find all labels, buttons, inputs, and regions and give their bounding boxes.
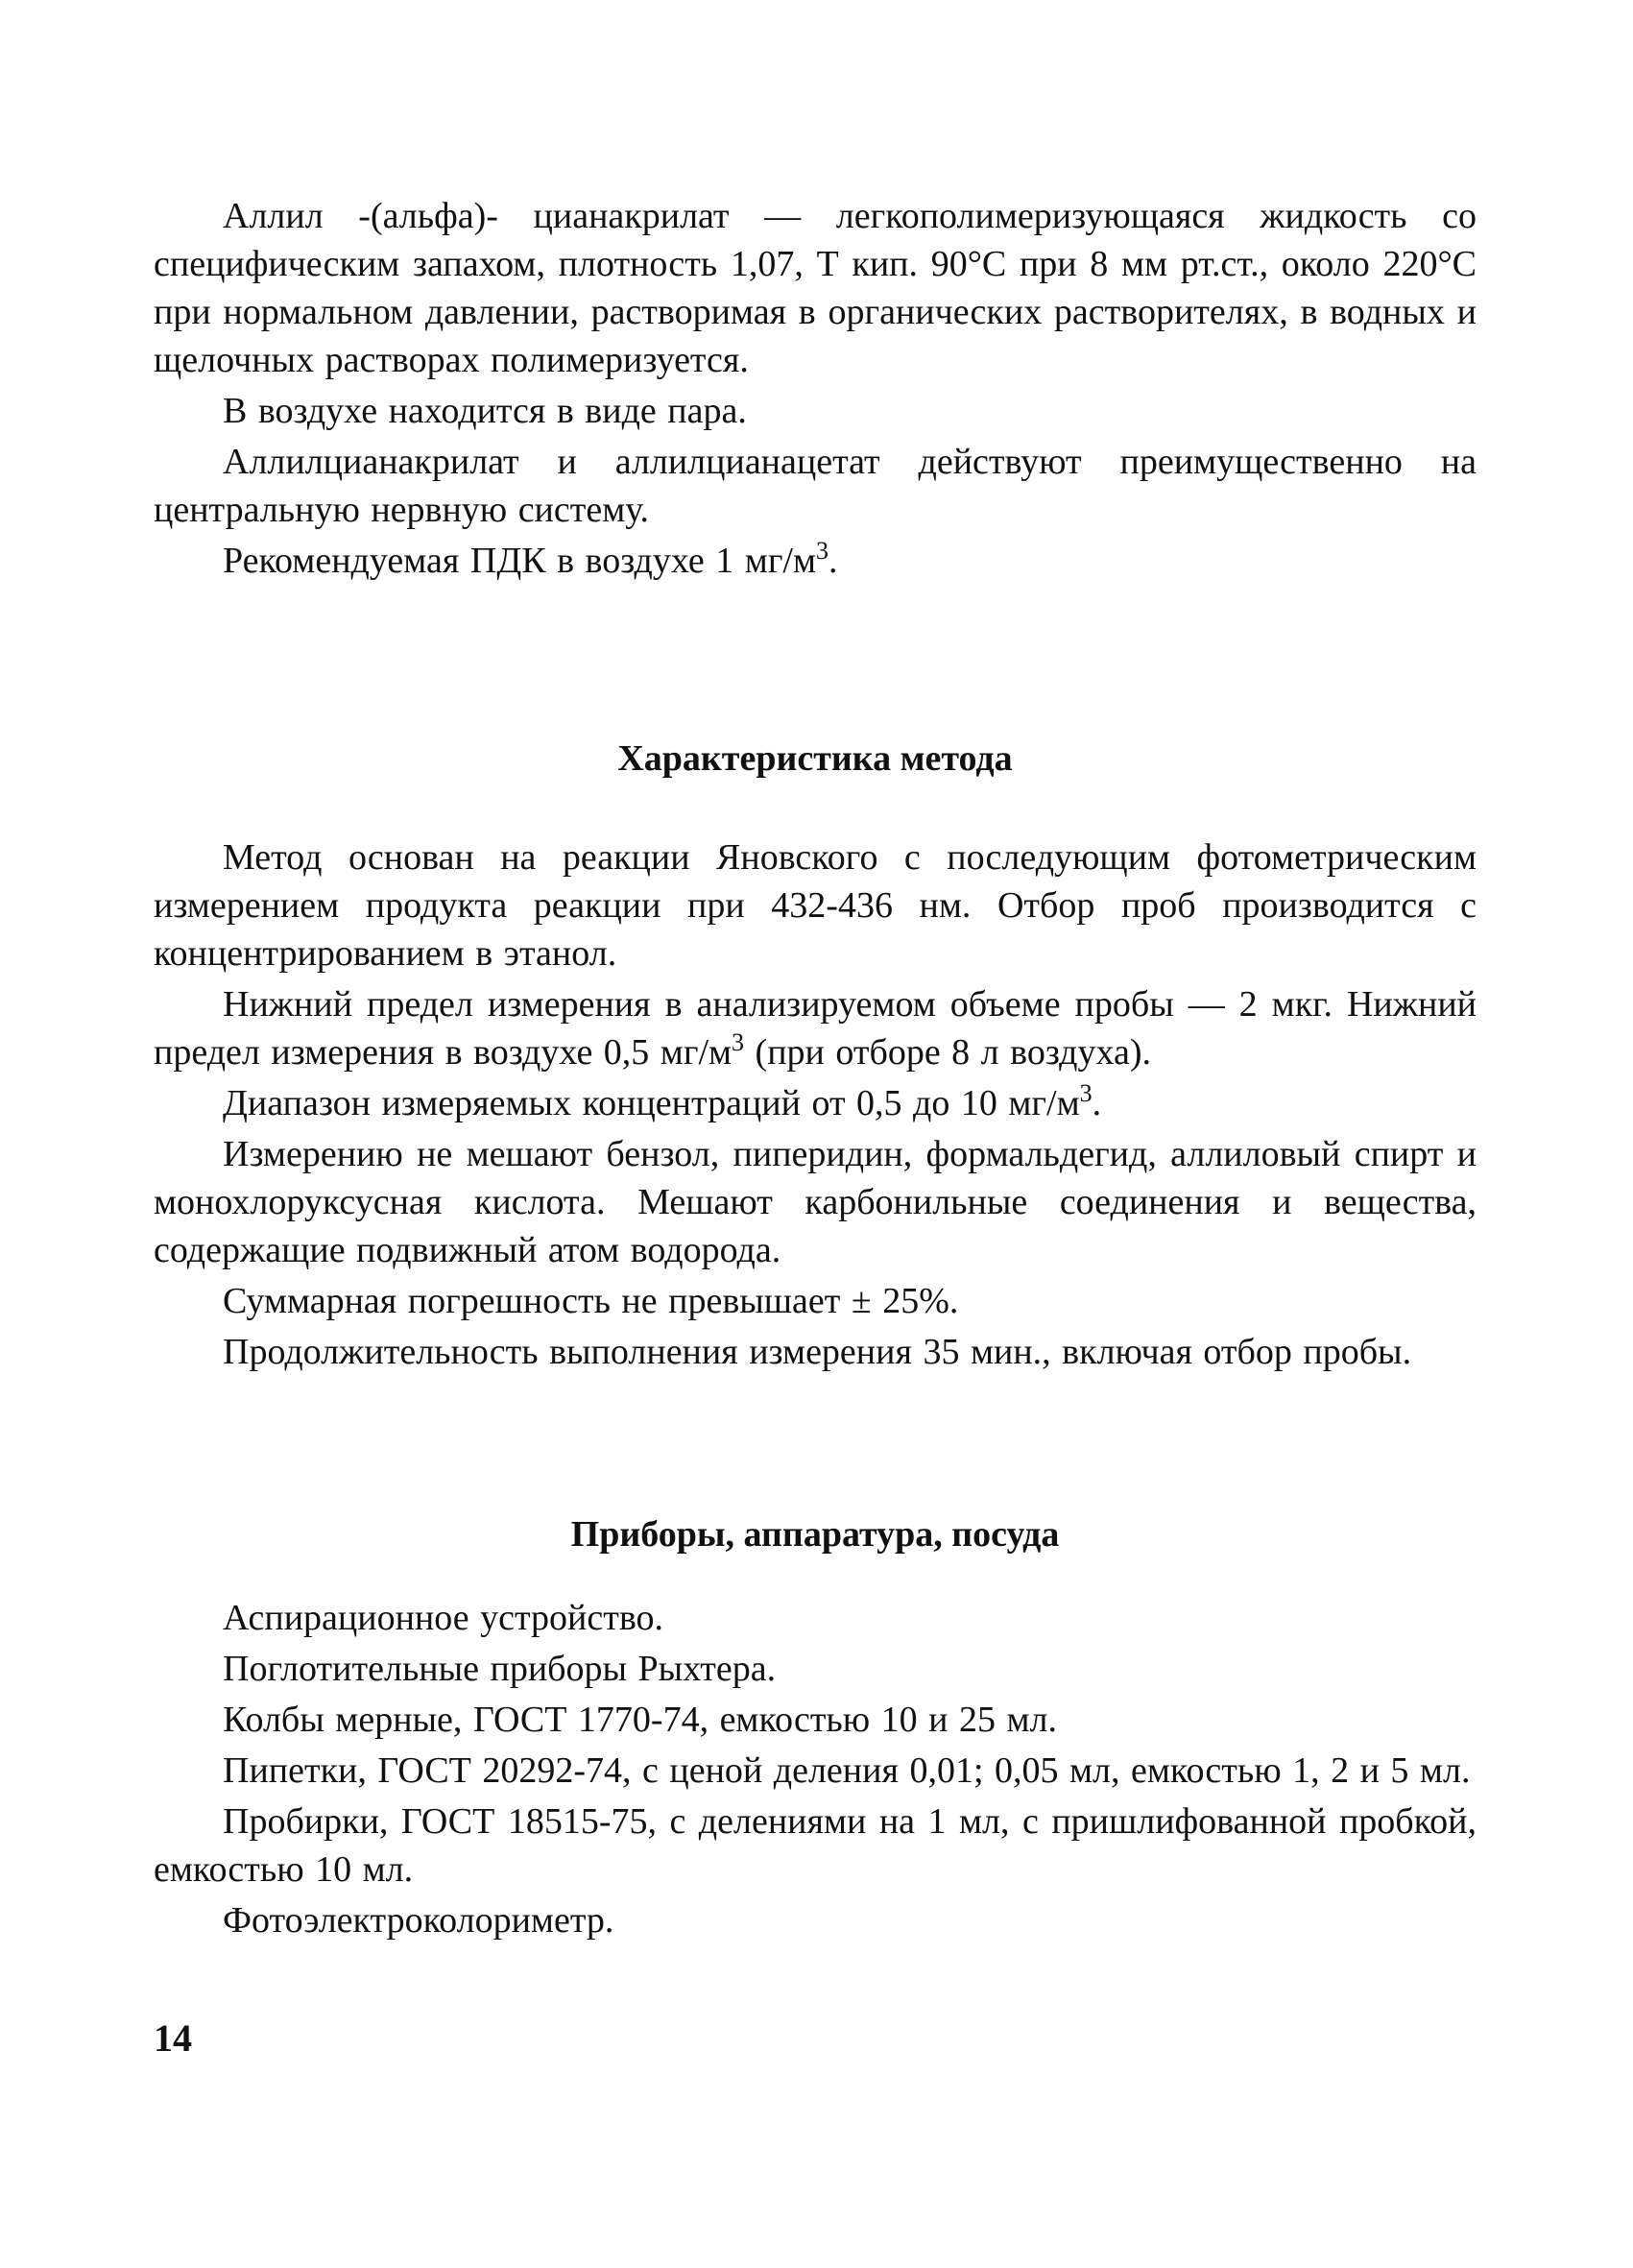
equipment-section <box>154 1594 1477 1947</box>
equipment-item: Пипетки, ГОСТ 20292-74, с ценой деления 0,01; 0,05 мл, емкостью 1, 2 и 5 мл. <box>223 1750 1471 1791</box>
method-heading-wrapper <box>154 735 1477 783</box>
range-superscript: 3 <box>1079 1079 1093 1107</box>
pdk-superscript: 3 <box>816 537 829 565</box>
lower-limit-superscript: 3 <box>732 1028 745 1056</box>
intro-paragraph-4 <box>154 537 1477 585</box>
range-text: Диапазон измеряемых концентраций от 0,5 до 10 мг/м <box>223 1083 1080 1123</box>
equipment-item: Поглотительные приборы Рыхтера. <box>223 1649 777 1689</box>
lower-limit-text: Нижний предел измерения в анализируемом объеме пробы — 2 мкг. Нижний предел измерения в воздухе 0,5 мг/м <box>154 984 1477 1073</box>
equipment-item: Колбы мерные, ГОСТ 1770-74, емкостью 10 и 25 мл. <box>223 1700 1057 1740</box>
method-paragraph-6: Продолжительность выполнения измерения 35 мин., включая отбор пробы. <box>223 1332 1412 1372</box>
intro-paragraph-2: В воздухе находится в виде пара. <box>223 391 747 431</box>
intro-paragraph-1: Аллил -(альфа)- цианакрилат — легкополимеризующаяся жидкость со специфическим запахом, плотность 1,07, Т кип. 90°С при 8 мм рт.ст., около 220°С при нормальном давлении, растворимая в органических растворителях, в водных и щелочных растворах полимеризуется. <box>154 196 1477 380</box>
intro-paragraph-3: Аллилцианакрилат и аллилцианацетат действуют преимущественно на центральную нервную систему. <box>154 442 1477 530</box>
method-paragraph-5: Суммарная погрешность не превышает ± 25%. <box>223 1281 959 1321</box>
method-paragraph-1: Метод основан на реакции Яновского с последующим фотометрическим измерением продукта реакции при 432-436 нм. Отбор проб производится с концентрированием в этанол. <box>154 837 1477 974</box>
lower-limit-end: (при отборе 8 л воздуха). <box>744 1032 1152 1073</box>
equipment-heading: Приборы, аппаратура, посуда <box>570 1514 1060 1555</box>
equipment-item: Пробирки, ГОСТ 18515-75, с делениями на 1 мл, с пришлифованной пробкой, емкостью 10 мл. <box>154 1801 1477 1890</box>
method-paragraph-4: Измерению не мешают бензол, пиперидин, формальдегид, аллиловый спирт и монохлоруксусная кислота. Мешают карбонильные соединения и вещества, содержащие подвижный атом водорода. <box>154 1134 1477 1270</box>
page-number: 14 <box>154 2016 192 2060</box>
method-paragraph-2 <box>154 980 1477 1076</box>
pdk-text: Рекомендуемая ПДК в воздухе 1 мг/м <box>223 541 817 581</box>
intro-section <box>154 192 1477 588</box>
pdk-end: . <box>829 541 838 581</box>
method-section <box>154 833 1477 1379</box>
range-end: . <box>1092 1083 1102 1123</box>
method-heading: Характеристика метода <box>617 738 1013 779</box>
method-paragraph-3 <box>154 1079 1477 1127</box>
equipment-item: Фотоэлектроколориметр. <box>223 1900 614 1941</box>
equipment-item: Аспирационное устройство. <box>223 1598 664 1638</box>
equipment-heading-wrapper <box>154 1510 1477 1558</box>
